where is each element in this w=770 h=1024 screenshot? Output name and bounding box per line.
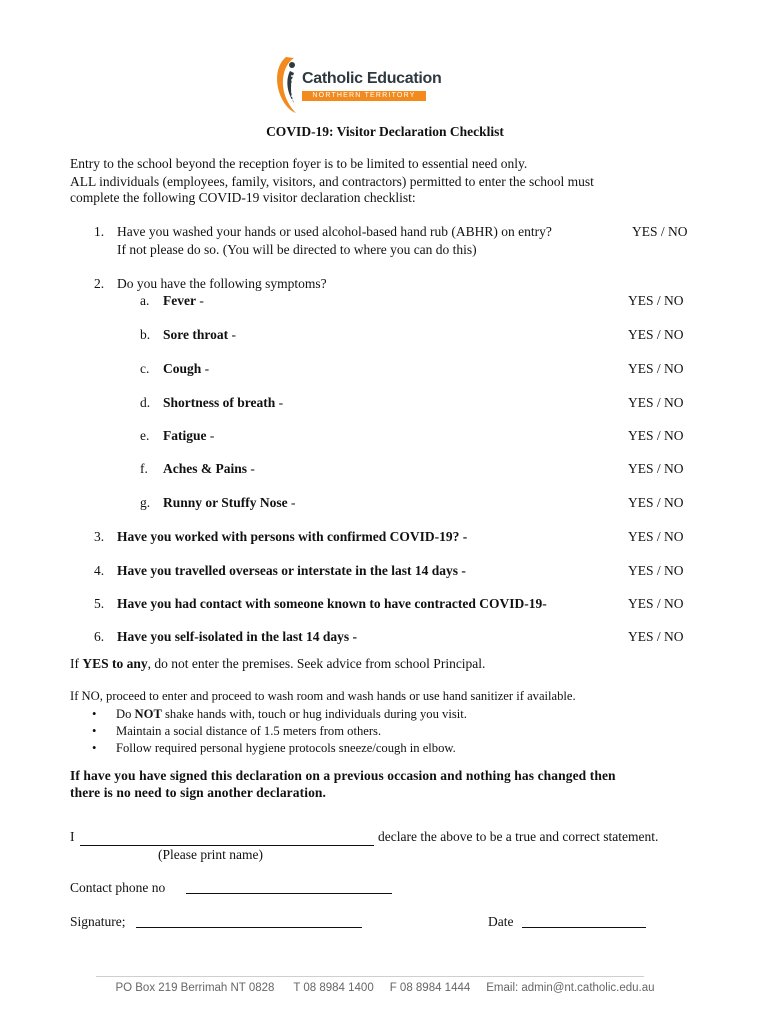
symptom-dash: - [287,495,296,510]
symptom-letter: g. [140,495,151,510]
if-yes-prefix: If [70,656,83,671]
list-item: • Maintain a social distance of 1.5 meters from others. [92,723,467,740]
q1-note: If not please do so. (You will be directed to where you can do this) [117,242,477,257]
question-answer[interactable]: YES / NO [628,629,684,644]
declare-i: I [70,829,75,844]
symptom-answer[interactable]: YES / NO [628,327,684,342]
symptom-letter: b. [140,327,151,342]
date-field[interactable] [522,915,646,928]
symptom-label [163,428,214,444]
symptom-letter: f. [140,461,148,476]
symptom-answer[interactable]: YES / NO [628,395,684,410]
list-item: • Follow required personal hygiene protocols sneeze/cough in elbow. [92,740,467,757]
print-name-label: (Please print name) [158,847,263,862]
symptom-label [163,495,296,511]
q1-answer[interactable]: YES / NO [632,224,688,239]
symptom-dash: - [201,361,210,376]
symptom-name: Sore throat [163,327,229,342]
page-title: COVID-19: Visitor Declaration Checklist [266,124,504,139]
symptom-dash: - [206,428,215,443]
question-number: 5. [94,596,105,611]
question-number: 3. [94,529,105,544]
symptom-name: Runny or Stuffy Nose [163,495,288,510]
question-text: Have you travelled overseas or interstate in the last 14 days - [117,563,466,578]
q1-number: 1. [94,224,105,239]
question-text: Have you self-isolated in the last 14 days - [117,629,358,644]
footer-divider [96,976,644,977]
symptom-dash: - [195,293,204,308]
symptom-answer[interactable]: YES / NO [628,461,684,476]
symptom-label [163,461,255,477]
symptom-name: Fatigue [163,428,207,443]
symptom-label [163,361,209,377]
symptom-name: Shortness of breath [163,395,276,410]
symptom-name: Fever [163,293,196,308]
symptom-name: Cough [163,361,202,376]
name-field[interactable] [80,832,374,846]
footer-contact-info: PO Box 219 Berrimah NT 0828 T 08 8984 1400 F 08 8984 1444 Email: admin@nt.catholic.edu.au [115,982,655,994]
if-yes-bold: YES to any [82,656,148,671]
precautions-list [92,706,467,757]
symptom-answer[interactable]: YES / NO [628,361,684,376]
signature-field[interactable] [136,915,362,928]
symptom-dash: - [247,461,255,476]
symptom-dash: - [275,395,284,410]
symptom-dash: - [228,327,236,342]
if-no-instruction: If NO, proceed to enter and proceed to wash room and wash hands or use hand sanitizer if available. [70,689,576,703]
symptom-label [163,327,236,343]
declare-statement: declare the above to be a true and correct statement. [378,829,659,844]
symptom-answer[interactable]: YES / NO [628,428,684,443]
bullet-bold: NOT [134,707,162,721]
question-number: 4. [94,563,105,578]
symptom-answer[interactable]: YES / NO [628,495,684,510]
q1-text: Have you washed your hands or used alcohol-based hand rub (ABHR) on entry? [117,224,552,239]
date-label: Date [488,914,514,929]
previous-declaration-line-2: there is no need to sign another declaration. [70,785,326,800]
symptom-letter: a. [140,293,150,308]
intro-line-2: ALL individuals (employees, family, visitors, and contractors) permitted to enter the school must [70,174,594,189]
question-answer[interactable]: YES / NO [628,596,684,611]
question-number: 6. [94,629,105,644]
if-yes-rest: , do not enter the premises. Seek advice from school Principal. [147,656,486,671]
intro-line-3: complete the following COVID-19 visitor declaration checklist: [70,190,416,205]
symptom-letter: d. [140,395,151,410]
list-item [92,706,467,723]
logo-emblem-icon [272,53,306,115]
logo-region-band: NORTHERN TERRITORY [302,91,426,101]
contact-phone-field[interactable] [186,881,392,894]
catholic-education-logo [272,53,442,115]
logo-brand-text: Catholic Education [302,70,442,87]
if-yes-instruction [70,656,485,672]
question-answer[interactable]: YES / NO [628,529,684,544]
contact-label: Contact phone no [70,880,166,895]
symptom-letter: e. [140,428,150,443]
q2-text: Do you have the following symptoms? [117,276,327,291]
signature-label: Signature; [70,914,126,929]
intro-line-1: Entry to the school beyond the reception foyer is to be limited to essential need only. [70,156,528,171]
question-answer[interactable]: YES / NO [628,563,684,578]
previous-declaration-line-1: If have you have signed this declaration on a previous occasion and nothing has changed then [70,768,616,783]
q2-number: 2. [94,276,105,291]
symptom-answer[interactable]: YES / NO [628,293,684,308]
symptom-letter: c. [140,361,150,376]
question-text: Have you had contact with someone known to have contracted COVID-19- [117,596,547,611]
bullet-text: Do [116,707,135,721]
symptom-label [163,293,204,309]
bullet-text: shake hands with, touch or hug individuals during you visit. [161,707,467,721]
symptom-label [163,395,283,411]
symptom-name: Aches & Pains [163,461,247,476]
question-text: Have you worked with persons with confirmed COVID-19? - [117,529,468,544]
